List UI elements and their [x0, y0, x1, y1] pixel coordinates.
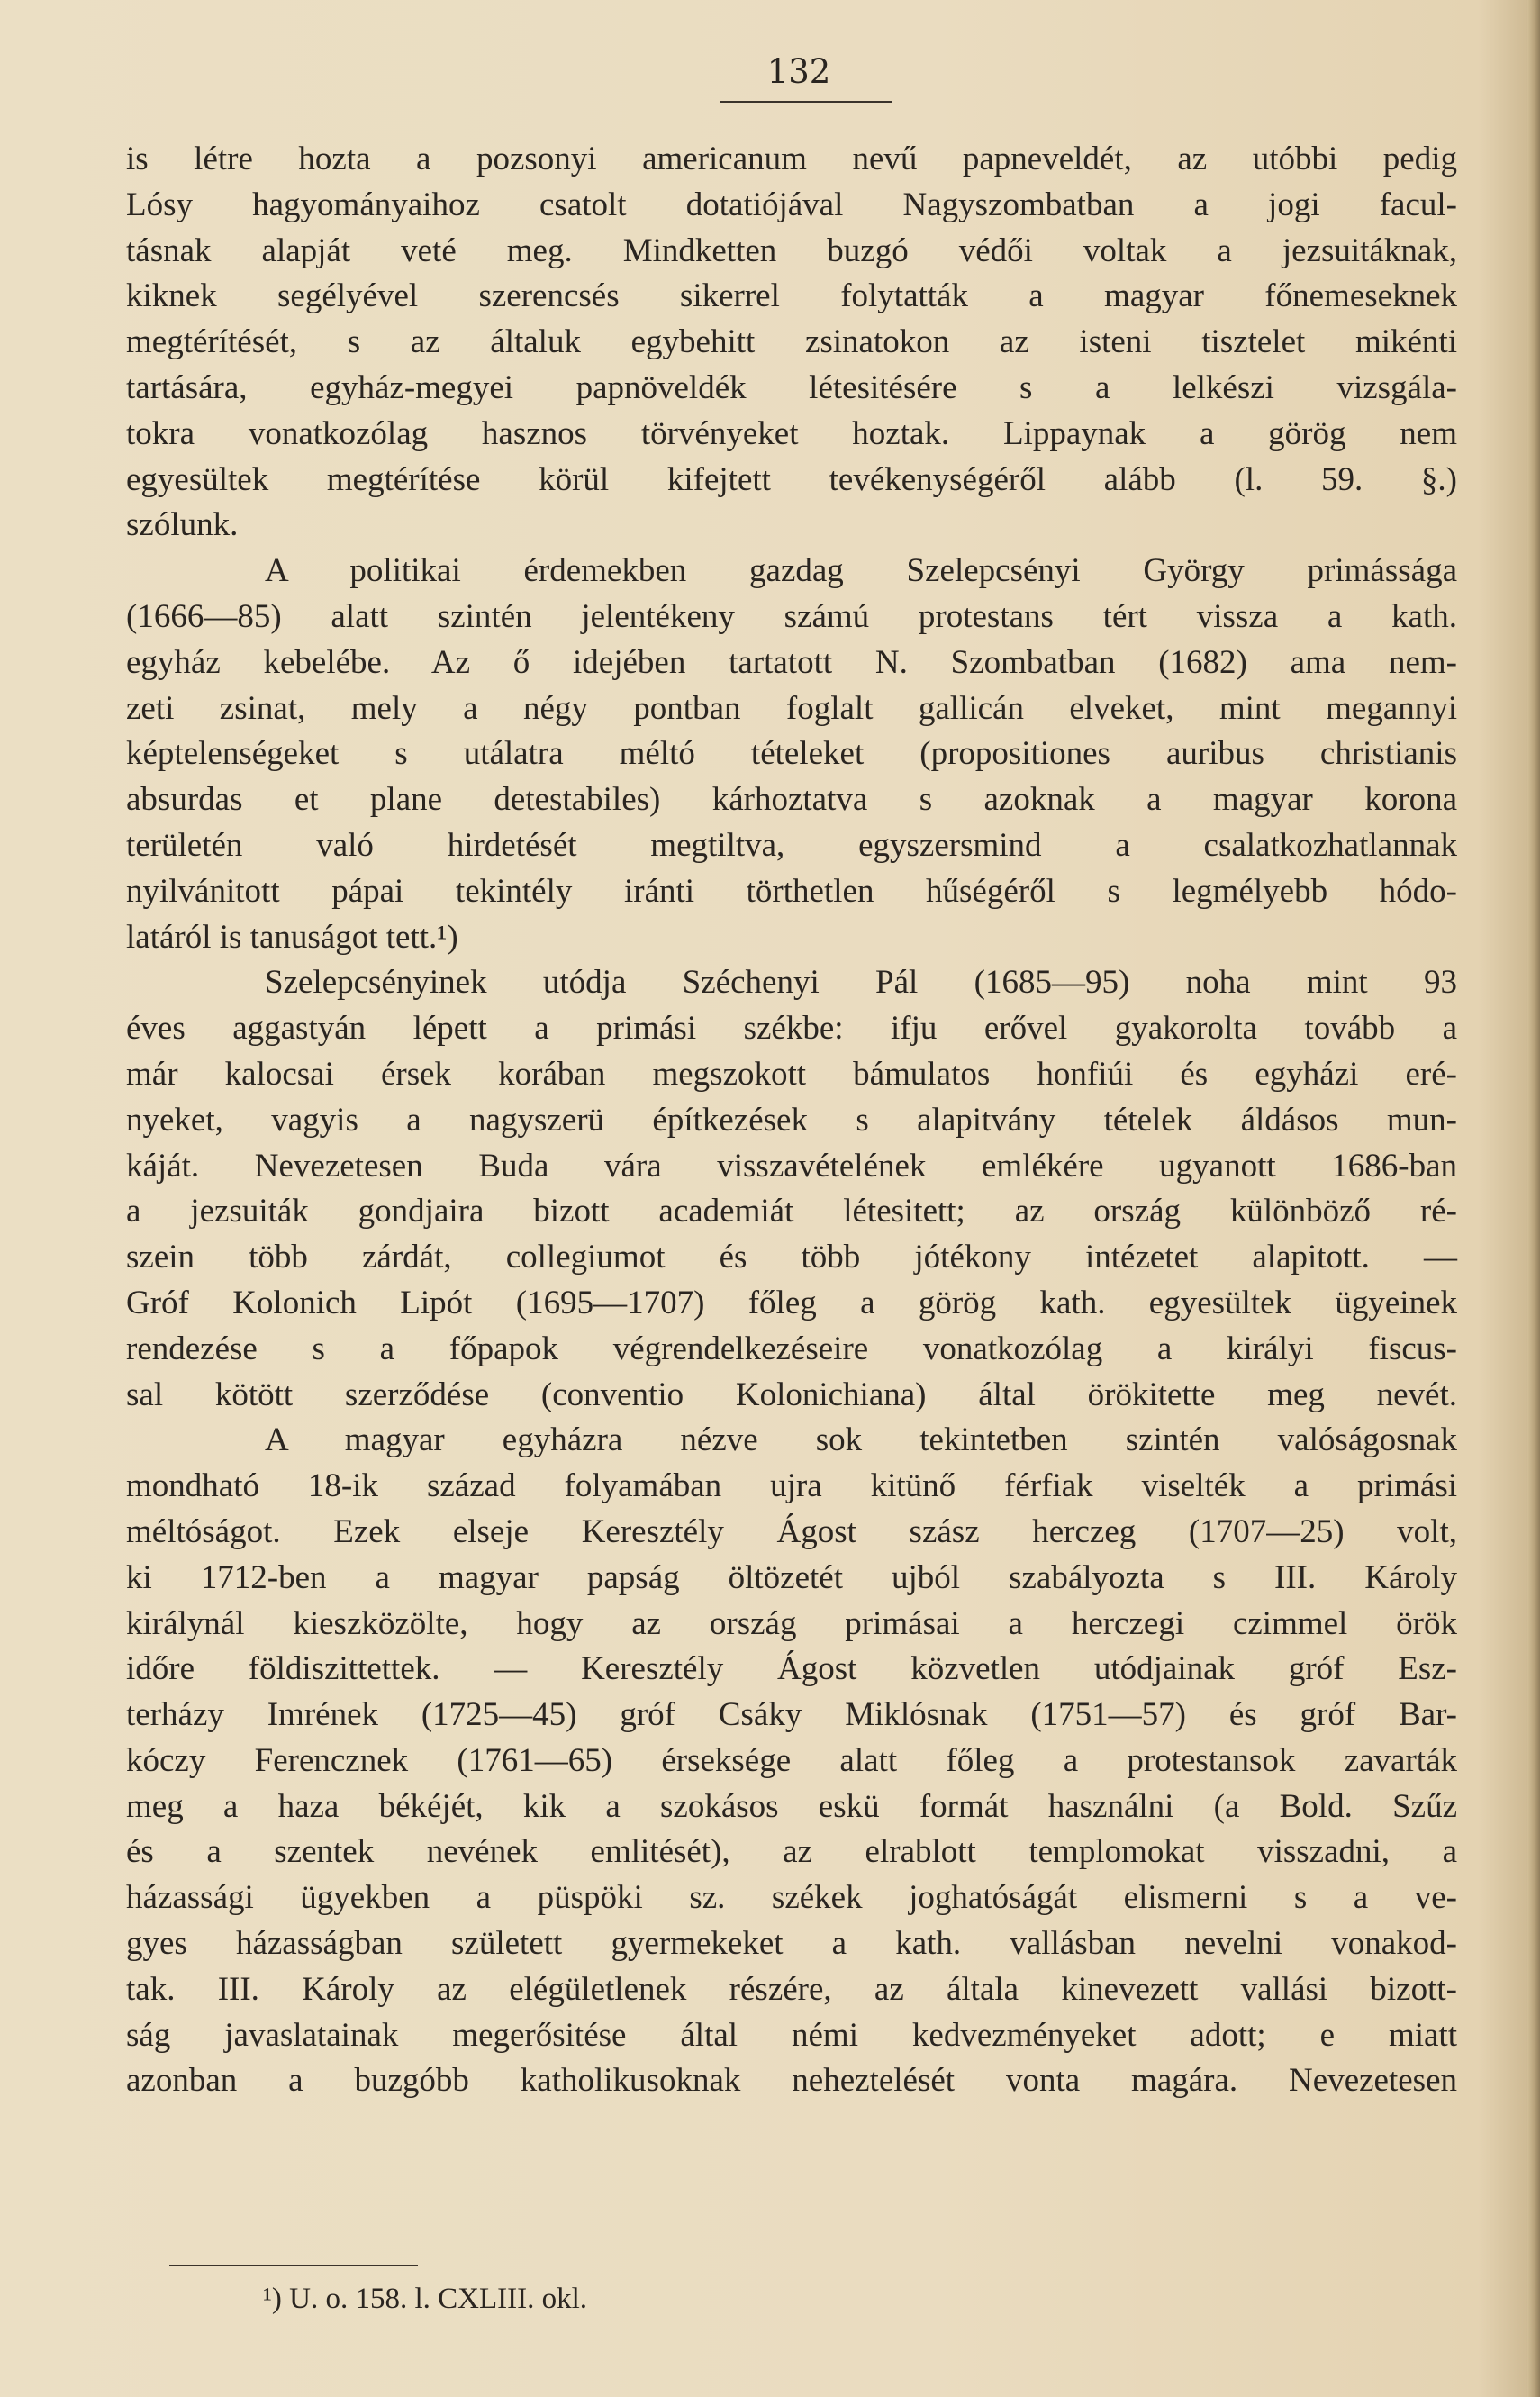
text-line: területén való hirdetését megtiltva, egyszersmind a csalatkozhatlannak: [126, 826, 1457, 864]
text-line: latáról is tanuságot tett.¹): [126, 918, 458, 956]
text-line: ki 1712-ben a magyar papság öltözetét ujból szabályozta s III. Károly: [126, 1558, 1457, 1596]
text-line: meg a haza békéjét, kik a szokásos eskü formát használni (a Bold. Szűz: [126, 1787, 1457, 1825]
text-line: ság javaslatainak megerősitése által némi kedvezményeket adott; e miatt: [126, 2016, 1457, 2054]
text-line: méltóságot. Ezek elseje Keresztély Ágost szász herczeg (1707—25) volt,: [126, 1512, 1457, 1550]
text-line: szólunk.: [126, 506, 239, 544]
text-line: A politikai érdemekben gazdag Szelepcsényi György primássága: [265, 552, 1457, 590]
body-text: [126, 137, 1457, 2104]
footnote: ¹) U. o. 158. l. CXLIII. okl.: [263, 2283, 588, 2315]
text-line: sal kötött szerződése (conventio Kolonichiana) által örökitette meg nevét.: [126, 1376, 1457, 1413]
text-line: káját. Nevezetesen Buda vára visszavételének emlékére ugyanott 1686-ban: [126, 1147, 1457, 1185]
text-line: Gróf Kolonich Lipót (1695—1707) főleg a görög kath. egyesültek ügyeinek: [126, 1284, 1457, 1321]
page-number: 132: [766, 52, 831, 91]
text-line: királynál kieszközölte, hogy az ország primásai a herczegi czimmel örök: [126, 1604, 1457, 1642]
text-line: Lósy hagyományaihoz csatolt dotatiójával Nagyszombatban a jogi facul-: [126, 186, 1457, 223]
text-line: képtelenségeket s utálatra méltó tételeket (propositiones auribus christianis: [126, 735, 1457, 773]
page-number-rule: [720, 101, 892, 103]
page-edge-shadow: [1527, 0, 1540, 2397]
text-line: gyes házasságban született gyermekeket a kath. vallásban nevelni vonakod-: [126, 1925, 1457, 1963]
text-line: mondható 18-ik század folyamában ujra kitünő férfiak viselték a primási: [126, 1467, 1457, 1505]
text-line: rendezése s a főpapok végrendelkezéseire vonatkozólag a királyi fiscus-: [126, 1330, 1457, 1367]
text-line: absurdas et plane detestabiles) kárhoztatva s azoknak a magyar korona: [126, 781, 1457, 819]
text-line: a jezsuiták gondjaira bizott academiát létesitett; az ország különböző ré-: [126, 1193, 1457, 1230]
text-line: kóczy Ferencznek (1761—65) érseksége alatt főleg a protestansok zavarták: [126, 1741, 1457, 1779]
text-line: tásnak alapját veté meg. Mindketten buzgó védői voltak a jezsuitáknak,: [126, 232, 1457, 269]
text-line: házassági ügyekben a püspöki sz. székek joghatóságát elismerni s a ve-: [126, 1879, 1457, 1917]
text-line: időre földiszittettek. — Keresztély Ágost közvetlen utódjainak gróf Esz-: [126, 1650, 1457, 1688]
text-line: éves aggastyán lépett a primási székbe: ifju erővel gyakorolta tovább a: [126, 1010, 1457, 1048]
text-line: nyeket, vagyis a nagyszerü építkezések s alapitvány tételek áldásos mun-: [126, 1101, 1457, 1139]
text-line: megtérítését, s az általuk egybehitt zsinatokon az isteni tisztelet mikénti: [126, 323, 1457, 361]
text-line: egyház kebelébe. Az ő idejében tartatott N. Szombatban (1682) ama nem-: [126, 643, 1457, 681]
text-line: tokra vonatkozólag hasznos törvényeket hoztak. Lippaynak a görög nem: [126, 414, 1457, 452]
text-line: egyesültek megtérítése körül kifejtett tevékenységéről alább (l. 59. §.): [126, 460, 1457, 498]
text-line: azonban a buzgóbb katholikusoknak neheztelését vonta magára. Nevezetesen: [126, 2062, 1457, 2100]
text-line: és a szentek nevének emlitését), az elrablott templomokat visszadni, a: [126, 1833, 1457, 1871]
text-line: Szelepcsényinek utódja Széchenyi Pál (1685—95) noha mint 93: [265, 964, 1457, 1002]
text-line: is létre hozta a pozsonyi americanum nevű papneveldét, az utóbbi pedig: [126, 141, 1457, 177]
text-line: zeti zsinat, mely a négy pontban foglalt gallicán elveket, mint megannyi: [126, 689, 1457, 727]
text-line: tartására, egyház-megyei papnöveldék létesitésére s a lelkészi vizsgála-: [126, 368, 1457, 406]
text-line: terházy Imrének (1725—45) gróf Csáky Miklósnak (1751—57) és gróf Bar-: [126, 1696, 1457, 1734]
text-line: A magyar egyházra nézve sok tekintetben szintén valóságosnak: [265, 1421, 1457, 1459]
text-line: (1666—85) alatt szintén jelentékeny számú protestans tért vissza a kath.: [126, 597, 1457, 635]
footnote-rule: [169, 2265, 418, 2266]
text-line: nyilvánitott pápai tekintély iránti törthetlen hűségéről s legmélyebb hódo-: [126, 872, 1457, 910]
text-line: szein több zárdát, collegiumot és több jótékony intézetet alapitott. —: [126, 1239, 1457, 1276]
text-line: már kalocsai érsek korában megszokott bámulatos honfiúi és egyházi eré-: [126, 1055, 1457, 1093]
text-line: tak. III. Károly az elégületlenek részére, az általa kinevezett vallási bizott-: [126, 1970, 1457, 2008]
text-line: kiknek segélyével szerencsés sikerrel folytatták a magyar főnemeseknek: [126, 277, 1457, 315]
